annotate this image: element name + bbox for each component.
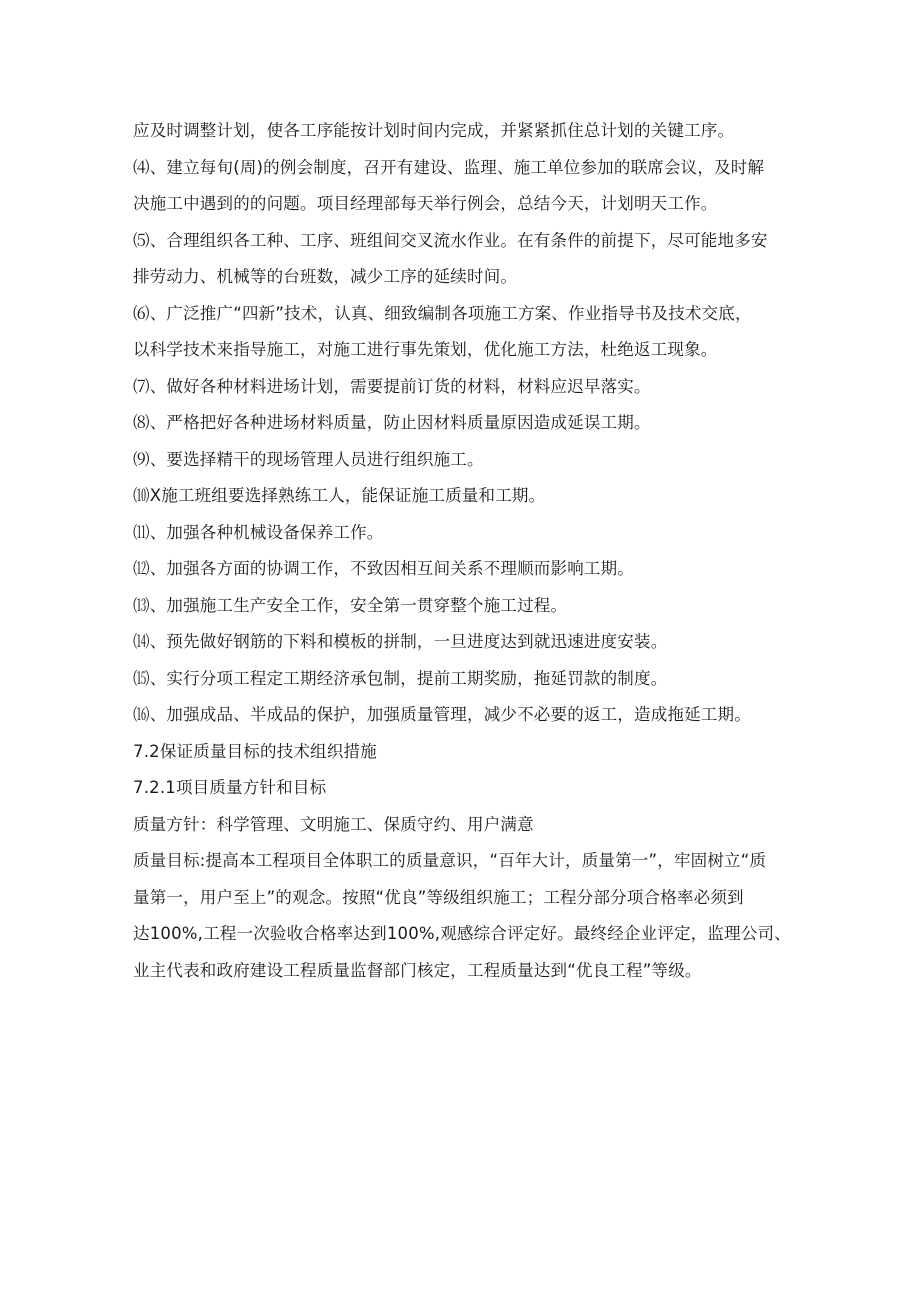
- text-line: ⑺、做好各种材料进场计划，需要提前订货的材料，材料应迟早落实。: [133, 376, 651, 396]
- subsection-heading: 7.2.1项目质量方针和目标: [133, 778, 327, 797]
- text-line: 质量目标:提高本工程项目全体职工的质量意识，“百年大计，质量第一”，牢固树立“质: [133, 851, 767, 870]
- text-line: ⑹、广泛推广“四新”技术，认真、细致编制各项施工方案、作业指导书及技术交底，: [133, 303, 752, 323]
- text-line: ⑸、合理组织各工种、工序、班组间交叉流水作业。在有条件的前提下，尽可能地多安: [133, 230, 768, 250]
- text-line: 应及时调整计划，使各工序能按计划时间内完成，并紧紧抓住总计划的关键工序。: [133, 121, 735, 140]
- text-line: 达100%,工程一次验收合格率达到100%,观感综合评定好。最终经企业评定，监理公司、: [133, 924, 791, 943]
- text-line: ⑻、严格把好各种进场材料质量，防止因材料质量原因造成延误工期。: [133, 413, 651, 432]
- text-line: 决施工中遇到的的问题。项目经理部每天举行例会，总结今天，计划明天工作。: [133, 194, 718, 213]
- text-line: ⑿、加强各方面的协调工作，不致因相互间关系不理顺而影响工期。: [133, 559, 634, 578]
- text-line: 以科学技术来指导施工，对施工进行事先策划，优化施工方法，杜绝返工现象。: [133, 340, 718, 359]
- text-line: ⑾、加强各种机械设备保养工作。: [133, 522, 384, 542]
- text-line: 排劳动力、机械等的台班数，减少工序的延续时间。: [133, 267, 518, 286]
- text-line: ⒀、加强施工生产安全工作，安全第一贯穿整个施工过程。: [133, 595, 568, 615]
- text-line: ⑽X施工班组要选择熟练工人，能保证施工质量和工期。: [133, 486, 546, 505]
- text-line: ⒃、加强成品、半成品的保护，加强质量管理，减少不必要的返工，造成拖延工期。: [133, 705, 751, 724]
- text-line: ⑼、要选择精干的现场管理人员进行组织施工。: [133, 449, 484, 469]
- quality-policy-line: 质量方针：科学管理、文明施工、保质守约、用户满意: [133, 814, 534, 834]
- text-line: ⑷、建立每旬(周)的例会制度，召开有建设、监理、施工单位参加的联席会议，及时解: [133, 157, 765, 177]
- text-line: 量第一，用户至上”的观念。按照“优良”等级组织施工；工程分部分项合格率必须到: [133, 887, 744, 907]
- document-body: [133, 113, 813, 989]
- section-heading: 7.2保证质量目标的技术组织措施: [133, 741, 377, 761]
- text-line: ⒁、预先做好钢筋的下料和模板的拼制，一旦进度达到就迅速进度安装。: [133, 632, 668, 651]
- text-line: ⒂、实行分项工程定工期经济承包制，提前工期奖励，拖延罚款的制度。: [133, 668, 668, 688]
- text-line: 业主代表和政府建设工程质量监督部门核定，工程质量达到“优良工程”等级。: [133, 960, 702, 980]
